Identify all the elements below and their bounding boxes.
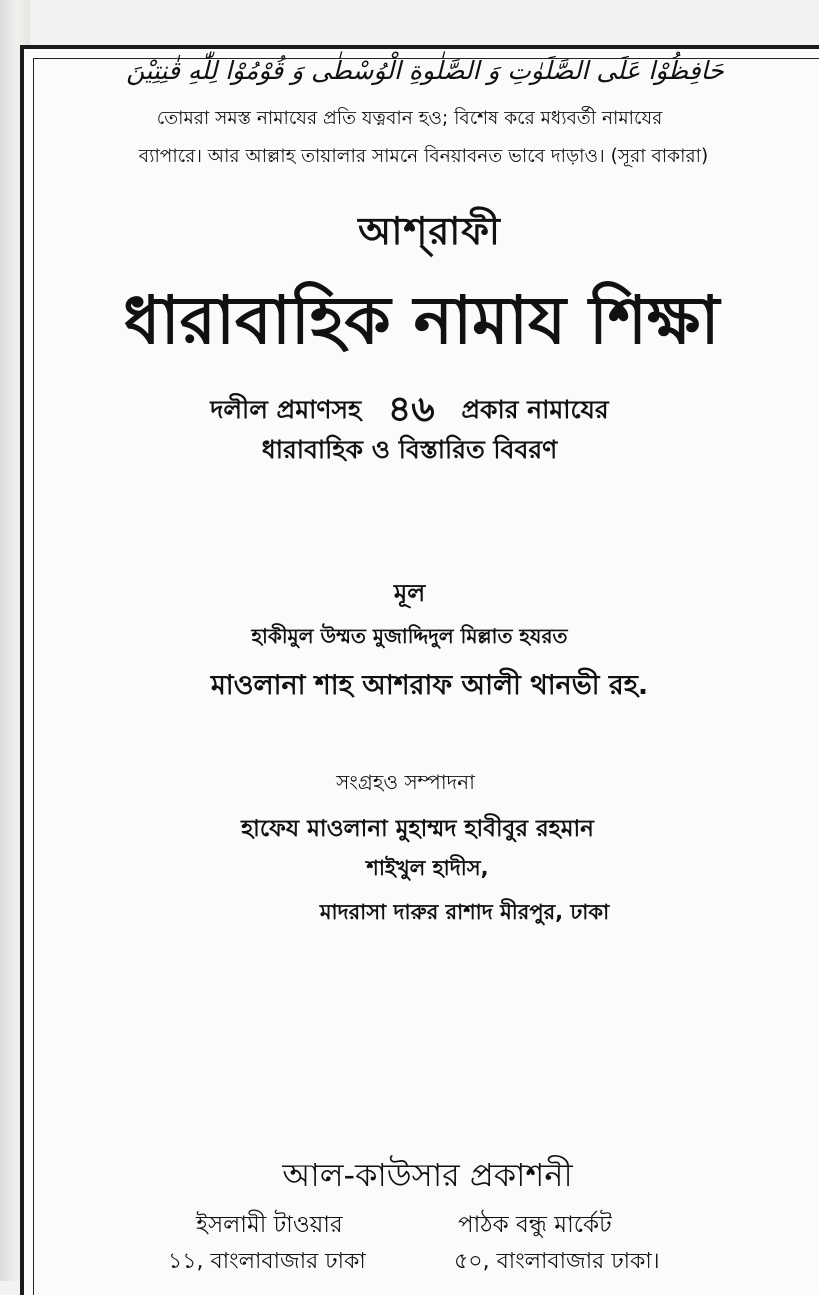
editor-name: হাফেয মাওলানা মুহাম্মদ হাবীবুর রহমান [241,816,594,842]
book-title: ধারাবাহিক নামায শিক্ষা [123,282,720,359]
branch-2-name: পাঠক বন্ধু মার্কেট [458,1212,612,1238]
branch-2-address: ৫০, বাংলাবাজার ঢাকা। [454,1249,660,1274]
editor-label: সংগ্রহও সম্পাদনা [336,770,475,794]
author-honorific: হাকীমুল উম্মত মুজাদ্দিদুল মিল্লাত হযরত [251,624,568,648]
author-name: মাওলানা শাহ আশরাফ আলী থানভী রহ. [210,670,649,701]
subtitle-line-2: ধারাবাহিক ও বিস্তারিত বিবরণ [261,435,558,464]
subtitle-post: প্রকার নামাযের [461,395,609,424]
verse-translation-line-1: তোমরা সমস্ত নামাযের প্রতি যত্নবান হও; বিশেষ করে মধ্যবর্তী নামাযের [156,108,663,129]
branch-1-address: ১১, বাংলাবাজার ঢাকা [168,1249,366,1274]
title-prefix: আশ্‌রাফী [358,209,501,253]
editor-institution: মাদরাসা দারুর রাশাদ মীরপুর, ঢাকা [319,900,610,924]
prayer-count: ৪৬ [387,389,435,430]
branch-1-name: ইসলামী টাওয়ার [196,1212,343,1238]
publisher-name: আল-কাউসার প্রকাশনী [282,1156,573,1194]
verse-translation-line-2: ব্যাপারে। আর আল্লাহ তায়ালার সামনে বিনয়াবনত ভাবে দাড়াও। (সূরা বাকারা) [138,146,709,167]
author-label: মূল [393,579,426,607]
arabic-verse: حَافِظُوْا عَلَى الصَّلَوٰتِ وَ الصَّلٰوةِ الْوُسْطٰى وَ قُوْمُوْا لِلّٰهِ قٰنِتِيْنَ [126,56,724,85]
editor-title: শাইখুল হাদীস, [366,856,489,880]
subtitle-pre: দলীল প্রমাণসহ [210,395,362,424]
